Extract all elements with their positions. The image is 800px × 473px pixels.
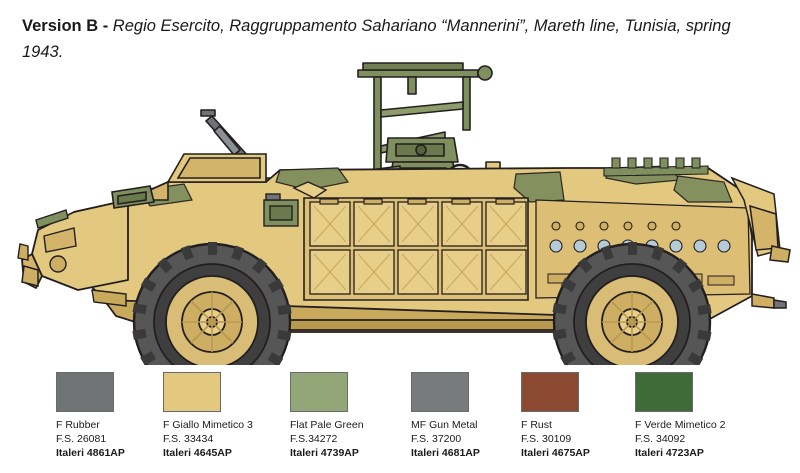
paint-italeri-code: Italeri 4645AP [163,446,232,459]
colour-chip [635,372,693,412]
swatch-item [635,372,747,461]
colour-chip [56,372,114,412]
colour-chip [521,372,579,412]
paint-name: F Giallo Mimetico 3 [163,419,253,431]
version-label: Version B - [22,17,109,35]
swatch-item [521,372,633,461]
swatch-item [290,372,402,461]
rear-towing-hook [752,294,786,308]
paint-fs-code: F.S. 33434 [163,432,214,445]
gun-receiver [386,138,458,162]
paint-fs-code: F.S. 37200 [411,432,462,445]
paint-italeri-code: Italeri 4723AP [635,446,704,459]
paint-italeri-code: Italeri 4861AP [56,446,125,459]
vehicle-illustration [8,50,792,365]
colour-chip [163,372,221,412]
paint-name: F Rust [521,419,552,431]
paint-name: F Verde Mimetico 2 [635,419,726,431]
paint-name: Flat Pale Green [290,419,364,431]
rear-deck-ribs [604,158,708,176]
paint-name: MF Gun Metal [411,419,478,431]
version-caption-text: Regio Esercito, Raggruppamento Sahariano “Mannerini”, Mareth line, Tunisia, spring 1943. [22,17,731,61]
paint-italeri-code: Italeri 4739AP [290,446,359,459]
colour-chip [411,372,469,412]
paint-colour-legend [0,372,800,467]
front-sand-channel [22,266,38,286]
paint-italeri-code: Italeri 4681AP [411,446,480,459]
swatch-item [411,372,523,461]
paint-italeri-code: Italeri 4675AP [521,446,590,459]
colour-chip [290,372,348,412]
paint-fs-code: F.S. 30109 [521,432,572,445]
paint-fs-code: F.S.34272 [290,432,338,445]
paint-fs-code: F.S. 34092 [635,432,686,445]
paint-fs-code: F.S. 26081 [56,432,107,445]
paint-name: F Rubber [56,419,100,431]
jerry-can-rack [304,198,528,300]
swatch-item [163,372,275,461]
swatch-item [56,372,168,461]
